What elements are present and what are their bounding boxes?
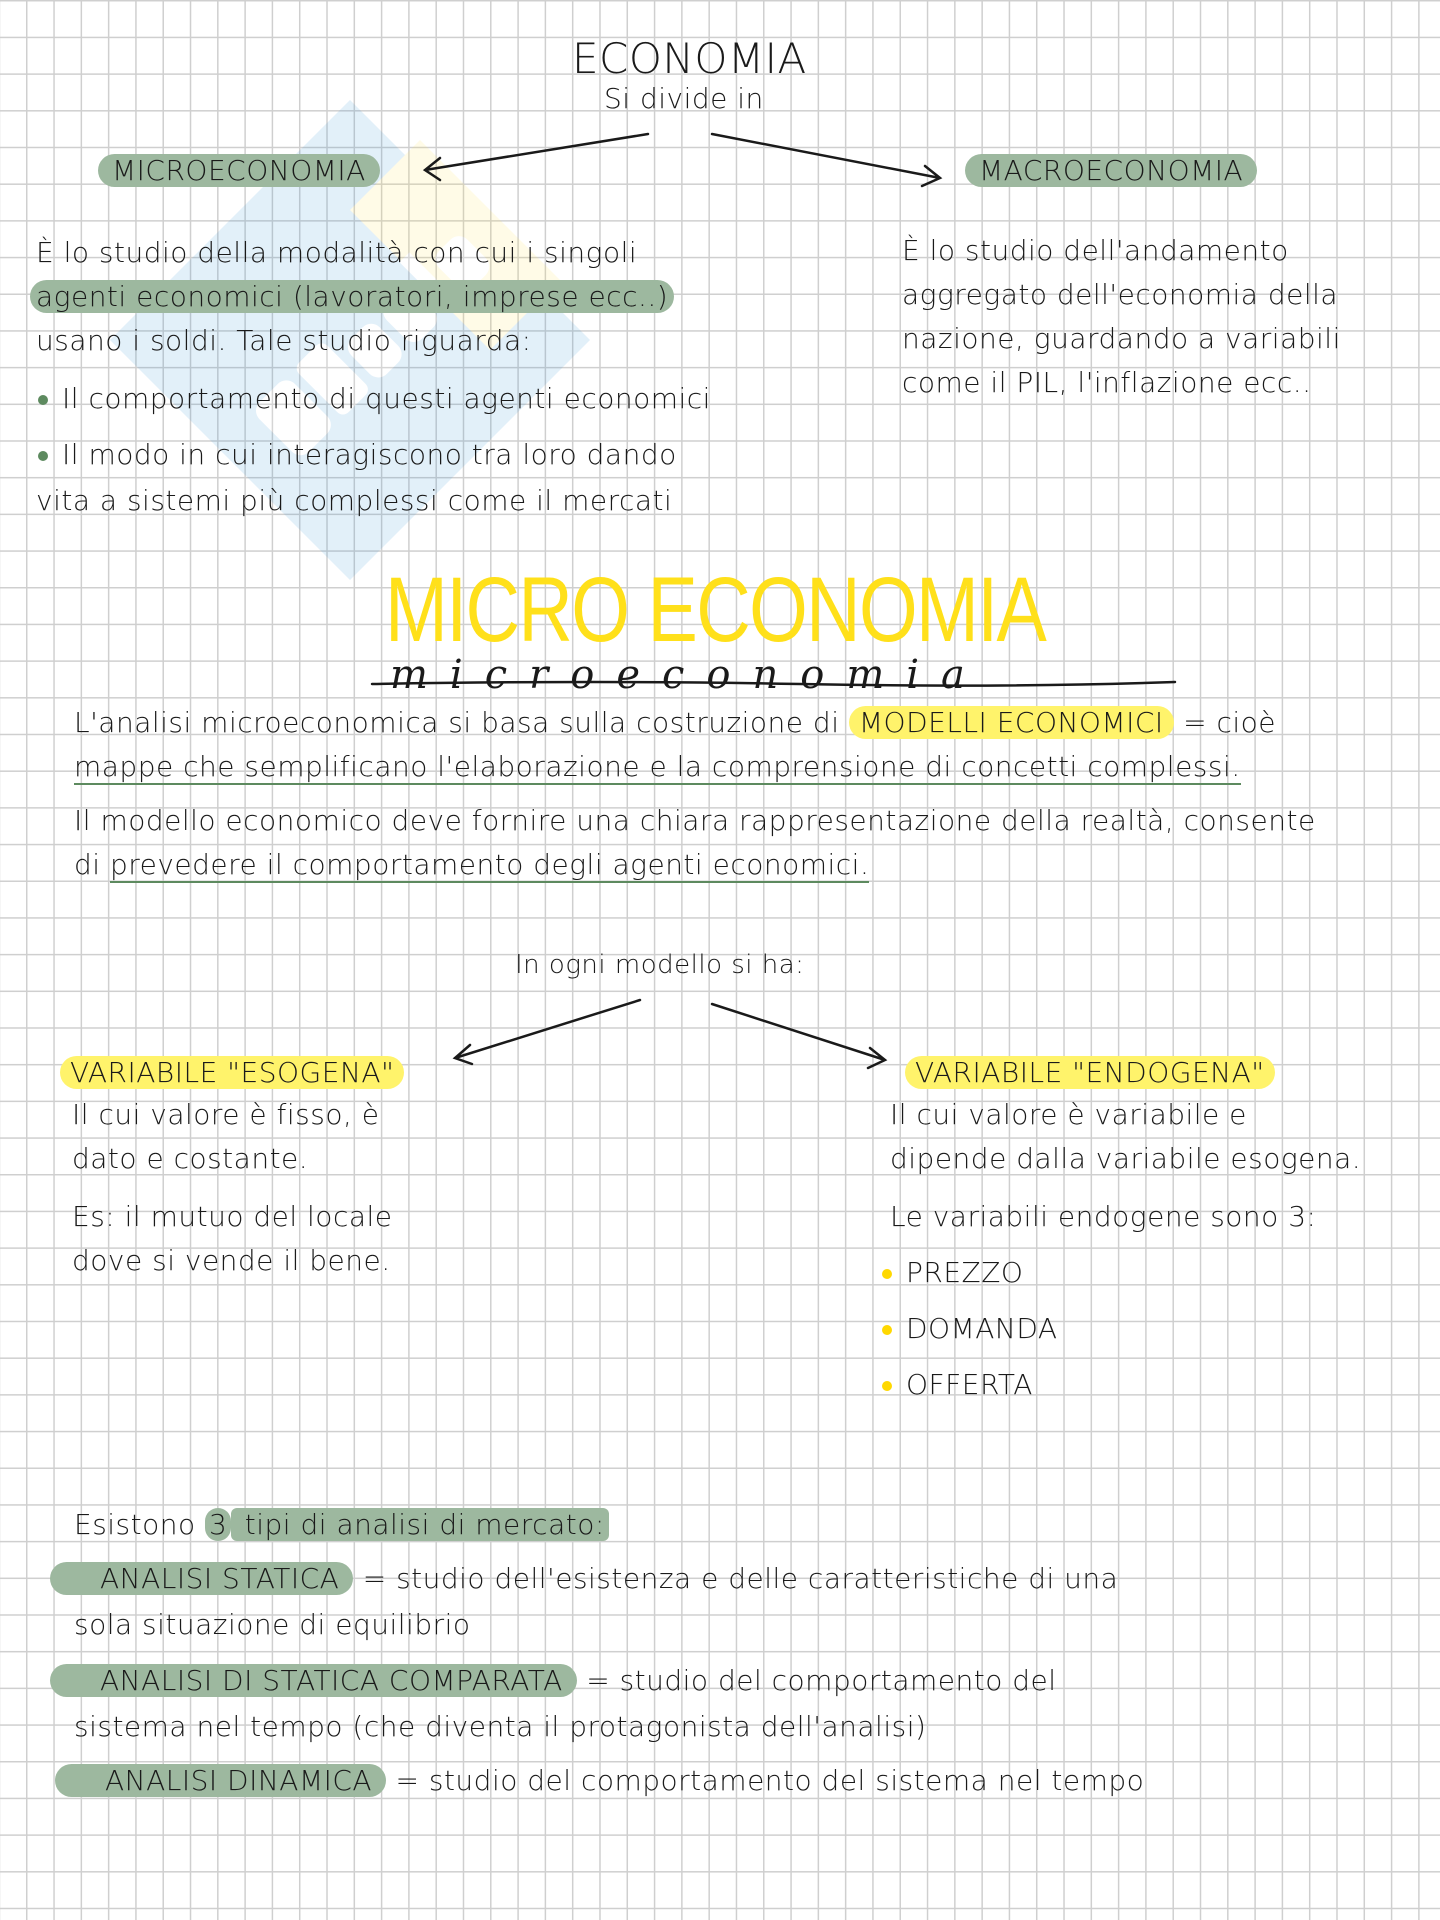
subtitle: Si divide in xyxy=(604,82,764,115)
bullet-icon xyxy=(882,1269,892,1279)
section-script-title: microeconomia xyxy=(390,652,987,698)
models-highlight: MODELLI ECONOMICI xyxy=(849,706,1174,739)
endo-count: Le variabili endogene sono 3: xyxy=(890,1200,1317,1233)
micro-bullet: Il comportamento di questi agenti economici xyxy=(38,382,711,415)
micro-line-highlighted: agenti economici (lavoratori, imprese ecc..) xyxy=(30,280,674,313)
macro-line: nazione, guardando a variabili xyxy=(902,322,1341,355)
macro-line: aggregato dell'economia della xyxy=(902,278,1339,311)
micro-line: usano i soldi. Tale studio riguarda: xyxy=(36,324,532,357)
model-intro: In ogni modello si ha: xyxy=(515,950,805,980)
bullet-icon xyxy=(38,395,48,405)
exo-line: Il cui valore è fisso, è xyxy=(72,1098,380,1131)
micro-label: MICROECONOMIA xyxy=(98,154,380,187)
paragraph-1: L'analisi microeconomica si basa sulla costruzione di MODELLI ECONOMICI = cioè xyxy=(74,706,1276,739)
exo-example: Es: il mutuo del locale xyxy=(72,1200,393,1233)
main-title: ECONOMIA xyxy=(572,34,807,83)
exo-line: dato e costante. xyxy=(72,1142,309,1175)
paragraph-1-line2: mappe che semplificano l'elaborazione e la comprensione di concetti complessi. xyxy=(74,750,1241,783)
endo-item: OFFERTA xyxy=(882,1368,1033,1401)
bullet-icon xyxy=(882,1325,892,1335)
analysis-item: ANALISI STATICA = studio dell'esistenza e delle caratteristiche di una xyxy=(50,1562,1118,1595)
endo-item: PREZZO xyxy=(882,1256,1023,1289)
exo-label: VARIABILE "ESOGENA" xyxy=(60,1056,404,1089)
analysis-item-desc: sola situazione di equilibrio xyxy=(74,1608,471,1641)
endo-line: Il cui valore è variabile e xyxy=(890,1098,1247,1131)
paragraph-2: Il modello economico deve fornire una chiara rappresentazione della realtà, consente xyxy=(74,804,1316,837)
bullet-icon xyxy=(38,451,48,461)
section-title: MICRO ECONOMIA xyxy=(385,559,1046,661)
analysis-item-desc: sistema nel tempo (che diventa il protagonista dell'analisi) xyxy=(74,1710,927,1743)
micro-continuation: vita a sistemi più complessi come il mercati xyxy=(36,484,673,517)
micro-line: È lo studio della modalità con cui i singoli xyxy=(36,236,638,269)
bullet-icon xyxy=(882,1381,892,1391)
endo-label: VARIABILE "ENDOGENA" xyxy=(905,1056,1275,1089)
endo-item: DOMANDA xyxy=(882,1312,1058,1345)
analysis-intro: Esistono 3 tipi di analisi di mercato: xyxy=(74,1508,609,1541)
paragraph-2-line2: di prevedere il comportamento degli agenti economici. xyxy=(74,848,870,881)
macro-label: MACROECONOMIA xyxy=(965,154,1257,187)
exo-example: dove si vende il bene. xyxy=(72,1244,391,1277)
analysis-item: ANALISI DINAMICA = studio del comportamento del sistema nel tempo xyxy=(55,1764,1144,1797)
micro-bullet: Il modo in cui interagiscono tra loro dando xyxy=(38,438,677,471)
endo-line: dipende dalla variabile esogena. xyxy=(890,1142,1362,1175)
macro-line: come il PIL, l'inflazione ecc.. xyxy=(902,366,1312,399)
analysis-item: ANALISI DI STATICA COMPARATA = studio del comportamento del xyxy=(50,1664,1057,1697)
macro-line: È lo studio dell'andamento xyxy=(902,234,1289,267)
